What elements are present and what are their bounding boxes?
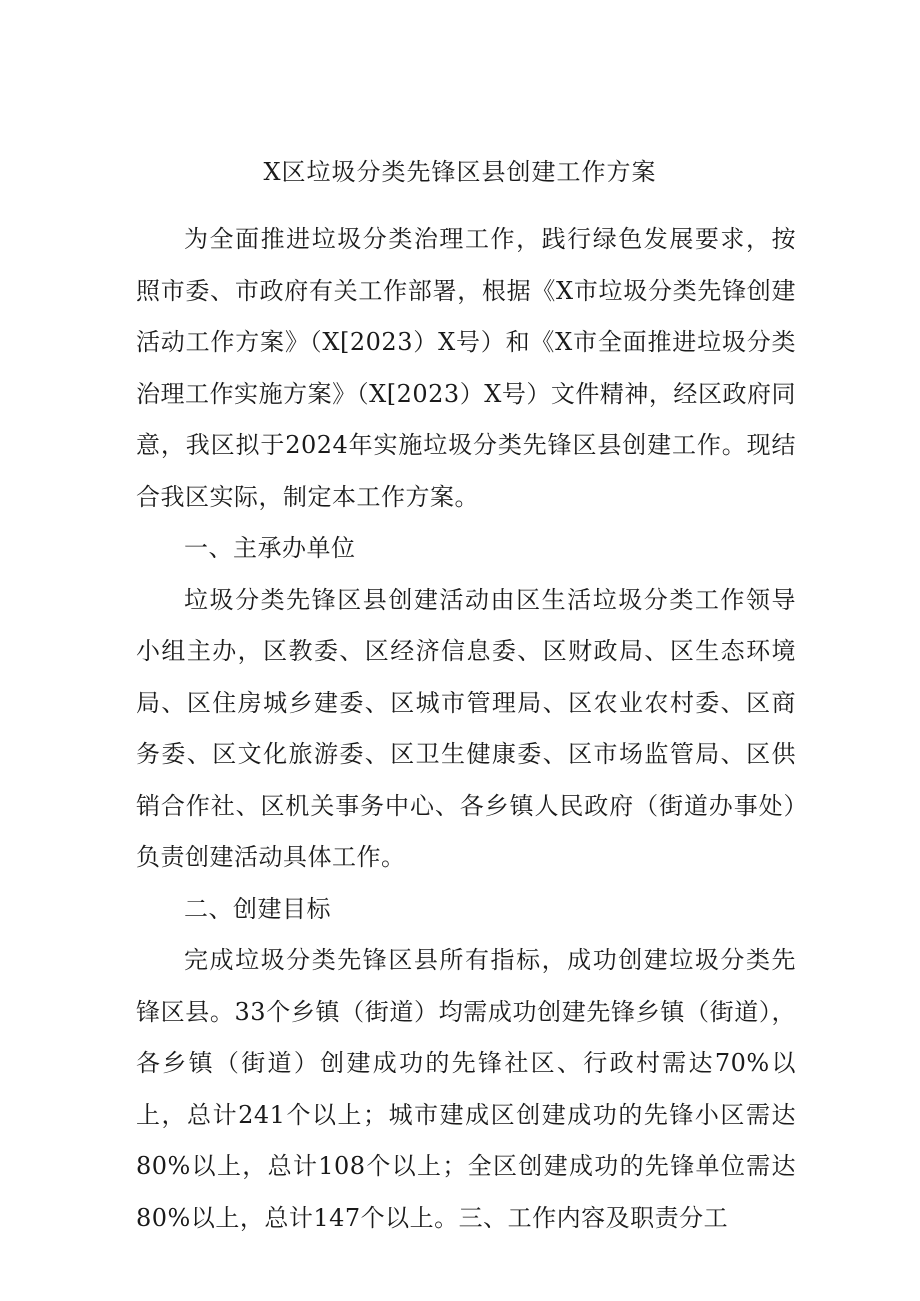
section-heading-organizers: 一、主承办单位 — [184, 534, 356, 562]
organizers-paragraph: 垃圾分类先锋区县创建活动由区生活垃圾分类工作领导小组主办，区教委、区经济信息委、区财政局、区生态环境局、区住房城乡建委、区城市管理局、区农业农村委、区商务委、区文化旅游委、区卫生健康委、区市场监管局、区供销合作社、区机关事务中心、各乡镇人民政府（街道办事处）负责创建活动具体工作。 — [136, 585, 796, 871]
section-heading-goals: 二、创建目标 — [184, 894, 331, 923]
document-body — [136, 214, 796, 1244]
goals-paragraph: 完成垃圾分类先锋区县所有指标，成功创建垃圾分类先锋区县。33个乡镇（街道）均需成功创建先锋乡镇（街道），各乡镇（街道）创建成功的先锋社区、行政村需达70%以上，总计241个以上；城市建成区创建成功的先锋小区需达80%以上，总计108个以上；全区创建成功的先锋单位需达80%以上，总计147个以上。三、工作内容及职责分工 — [136, 946, 796, 1232]
intro-paragraph: 为全面推进垃圾分类治理工作，践行绿色发展要求，按照市委、市政府有关工作部署，根据《X市垃圾分类先锋创建活动工作方案》（X[2023）X号）和《X市全面推进垃圾分类治理工作实施方案》（X[2023）X号）文件精神，经区政府同意，我区拟于2024年实施垃圾分类先锋区县创建工作。现结合我区实际，制定本工作方案。 — [136, 225, 796, 511]
document-title: X区垃圾分类先锋区县创建工作方案 — [263, 158, 657, 186]
